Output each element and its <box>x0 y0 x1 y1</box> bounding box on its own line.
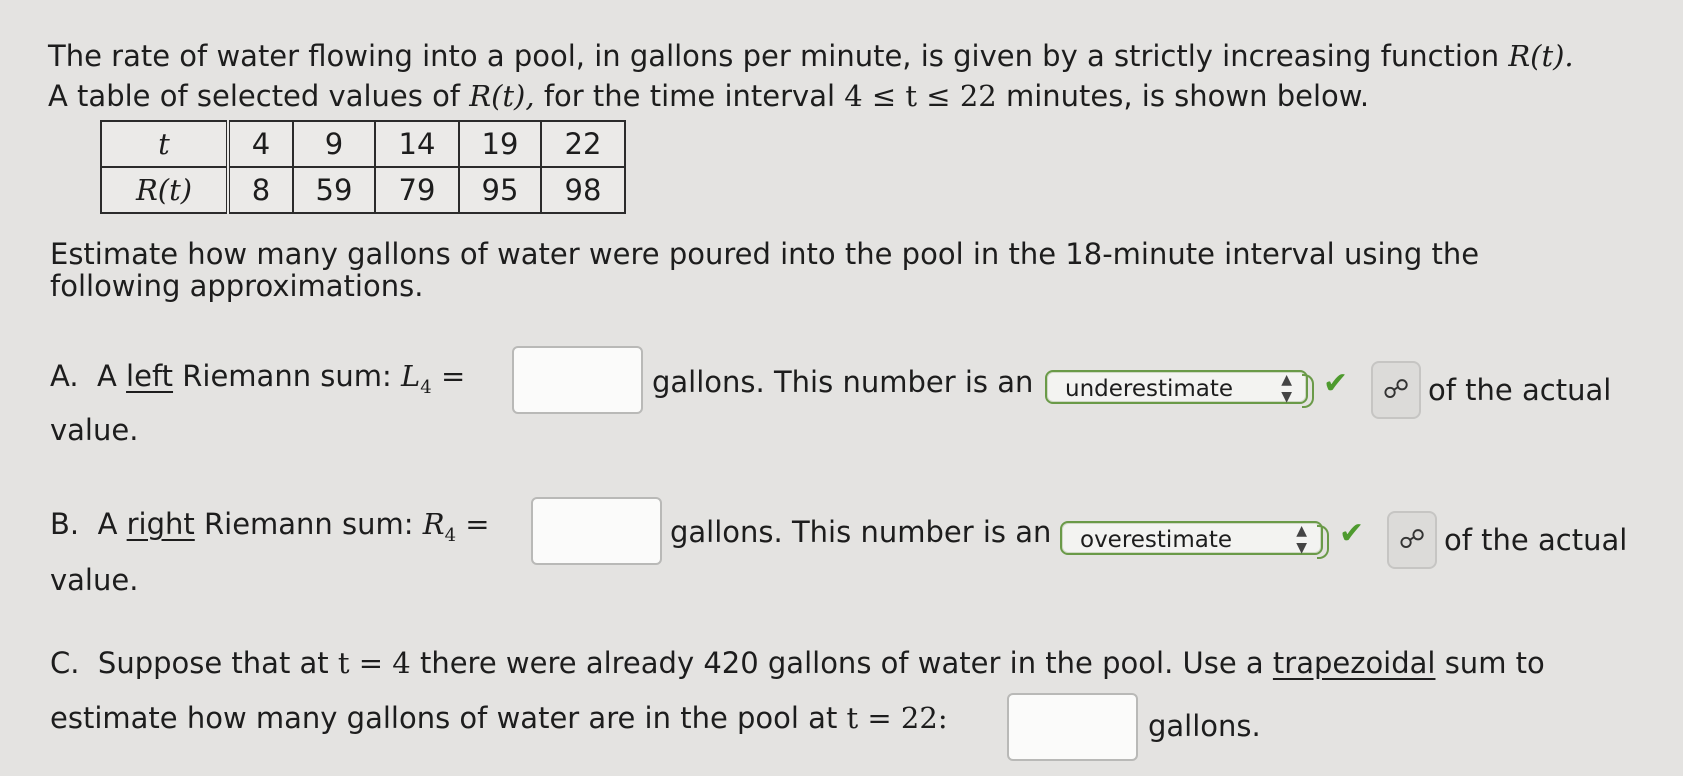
table-header-r: R(t) <box>101 167 228 213</box>
part-a-mid: gallons. This number is an <box>652 365 1034 399</box>
table-cell: 98 <box>541 167 625 213</box>
table-cell: 14 <box>375 121 459 167</box>
values-table <box>100 120 626 214</box>
estimate-line-2: following approximations. <box>50 269 424 303</box>
part-b-estimate-select[interactable]: overestimate ▲ ▼ <box>1060 521 1323 555</box>
help-link-icon[interactable]: ☍ <box>1387 511 1437 569</box>
time-interval: 4 ≤ t ≤ 22 <box>844 79 997 113</box>
keyword-left: left <box>126 359 174 393</box>
help-link-icon[interactable]: ☍ <box>1371 361 1421 419</box>
select-arrows-icon: ▲ ▼ <box>1281 372 1292 405</box>
part-b-mid: gallons. This number is an <box>670 515 1052 549</box>
function-r-of-t: R(t). <box>1508 39 1574 73</box>
part-c-line-2: estimate how many gallons of water are in the pool at t = 22: <box>50 701 948 735</box>
part-b-end: value. <box>50 563 139 597</box>
table-row-r <box>101 167 625 213</box>
left-sum-answer-input[interactable] <box>512 346 643 414</box>
table-cell: 8 <box>228 167 293 213</box>
table-cell: 19 <box>459 121 541 167</box>
part-c-line-1: C. Suppose that at t = 4 there were already 420 gallons of water in the pool. Use a trapezoidal sum to <box>50 646 1545 680</box>
part-a-estimate-select[interactable]: underestimate ▲ ▼ <box>1045 370 1308 404</box>
table-header-t: t <box>101 121 228 167</box>
part-a-tail: of the actual <box>1428 373 1612 407</box>
select-arrows-icon: ▲ ▼ <box>1296 523 1307 556</box>
table-cell: 4 <box>228 121 293 167</box>
table-cell: 59 <box>293 167 375 213</box>
part-b-prompt: B. A right Riemann sum: $R_4$ = <box>50 507 490 546</box>
keyword-right: right <box>126 507 195 541</box>
check-icon: ✔ <box>1339 516 1365 551</box>
intro-line-1: The rate of water flowing into a pool, in gallons per minute, is given by a strictly increasing function R(t). <box>48 39 1574 73</box>
right-sum-answer-input[interactable] <box>531 497 662 565</box>
keyword-trapezoidal: trapezoidal <box>1272 646 1436 680</box>
part-a-prompt: A. A left Riemann sum: $L_4$ = <box>50 359 466 398</box>
check-icon: ✔ <box>1323 366 1349 401</box>
table-cell: 22 <box>541 121 625 167</box>
intro-line-2: A table of selected values of R(t), for the time interval 4 ≤ t ≤ 22 minutes, is shown below. <box>48 79 1370 113</box>
part-a-end: value. <box>50 413 139 447</box>
part-b-tail: of the actual <box>1444 523 1628 557</box>
table-cell: 95 <box>459 167 541 213</box>
estimate-line-1: Estimate how many gallons of water were poured into the pool in the 18-minute interval using the <box>50 237 1480 271</box>
table-cell: 79 <box>375 167 459 213</box>
part-c-unit: gallons. <box>1148 709 1261 743</box>
trapezoidal-answer-input[interactable] <box>1007 693 1138 761</box>
table-cell: 9 <box>293 121 375 167</box>
table-row-t <box>101 121 625 167</box>
